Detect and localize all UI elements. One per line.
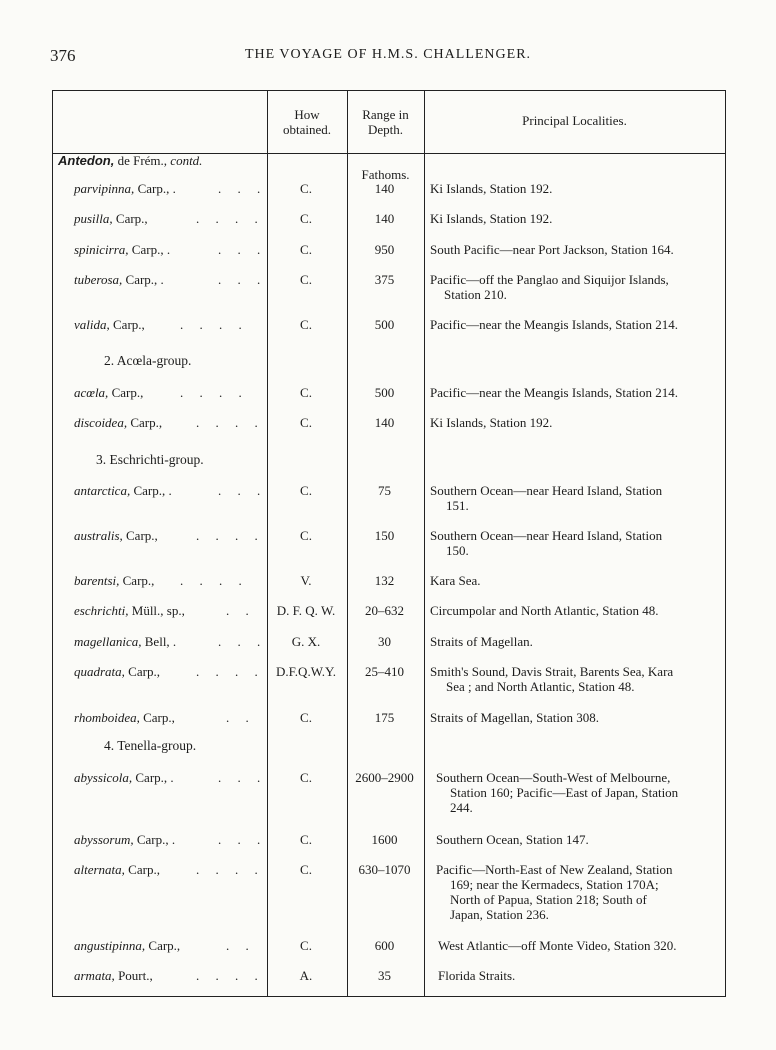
species-name: discoidea,	[74, 415, 128, 430]
species-name: acœla,	[74, 385, 109, 400]
locality-line: Smith's Sound, Davis Strait, Barents Sea, Kara	[430, 664, 674, 679]
localities	[430, 664, 673, 694]
header-range-line: Depth.	[367, 122, 404, 137]
locality-line: Station 160; Pacific—East of Japan, Station	[450, 785, 679, 800]
group-label: 3. Eschrichti-group.	[96, 452, 204, 467]
depth: 600	[374, 938, 395, 953]
how-obtained: D.F.Q.W.Y.	[275, 664, 336, 679]
table-row	[74, 181, 176, 196]
locality-line: Southern Ocean, Station 147.	[436, 832, 589, 847]
how-obtained: C.	[300, 317, 312, 332]
localities	[430, 317, 678, 332]
header-localities: Principal Localities.	[522, 113, 627, 128]
species-name: antarctica,	[74, 483, 131, 498]
species-author: Carp., .	[135, 770, 174, 785]
genus-name: Antedon,	[58, 153, 115, 168]
depth: 75	[378, 483, 391, 498]
locality-line: Pacific—North-East of New Zealand, Station	[436, 862, 673, 877]
locality-line: Sea ; and North Atlantic, Station 48.	[446, 679, 635, 694]
table-row	[74, 272, 164, 287]
header-how-obtained	[267, 107, 347, 137]
species-author: Carp.,	[130, 415, 163, 430]
species-name: valida,	[74, 317, 110, 332]
locality-line: Circumpolar and North Atlantic, Station 48.	[430, 603, 659, 618]
locality-line: 151.	[446, 498, 469, 513]
locality-line: Kara Sea.	[430, 573, 481, 588]
species-name: armata,	[74, 968, 115, 983]
species-name: australis,	[74, 528, 123, 543]
table-row	[74, 770, 174, 785]
localities	[430, 242, 674, 257]
leader-dots: . . . .	[196, 528, 258, 543]
species-author: Carp.,	[128, 862, 160, 877]
leader-dots: . .	[226, 938, 249, 953]
leader-dots: . . . .	[180, 317, 242, 332]
how-obtained: V.	[300, 573, 312, 588]
species-name: barentsi,	[74, 573, 120, 588]
table-row	[74, 968, 153, 983]
table-row	[74, 528, 158, 543]
leader-dots: . . .	[218, 634, 261, 649]
species-name: quadrata,	[74, 664, 125, 679]
localities	[438, 938, 677, 953]
table-row	[74, 832, 175, 847]
leader-dots: . . .	[218, 181, 261, 196]
genus-contd: contd.	[170, 153, 203, 168]
leader-dots: . . . .	[180, 385, 242, 400]
locality-line: Southern Ocean—near Heard Island, Station	[430, 528, 663, 543]
depth: 140	[374, 415, 395, 430]
species-author: Carp.,	[113, 317, 145, 332]
leader-dots: . . . .	[196, 415, 258, 430]
table-row	[74, 664, 160, 679]
species-author: Carp., .	[133, 483, 172, 498]
how-obtained: C.	[300, 770, 312, 785]
table-row	[74, 573, 154, 588]
species-name: pusilla,	[74, 211, 113, 226]
column-rule	[424, 91, 425, 996]
locality-line: South Pacific—near Port Jackson, Station 164.	[430, 242, 674, 257]
depth: 150	[374, 528, 395, 543]
how-obtained: C.	[300, 938, 312, 953]
species-name: tuberosa,	[74, 272, 123, 287]
species-author: Carp.,	[115, 211, 148, 226]
how-obtained: C.	[300, 272, 312, 287]
leader-dots: . .	[226, 603, 249, 618]
depth: 140	[374, 211, 395, 226]
table-row	[74, 634, 176, 649]
species-author: Bell, .	[144, 634, 177, 649]
locality-line: Southern Ocean—near Heard Island, Station	[430, 483, 663, 498]
localities	[430, 710, 599, 725]
localities	[430, 634, 533, 649]
how-obtained: D. F. Q. W.	[276, 603, 336, 618]
leader-dots: . . . .	[196, 211, 258, 226]
locality-line: Straits of Magellan, Station 308.	[430, 710, 599, 725]
localities	[430, 272, 669, 302]
locality-line: Pacific—near the Meangis Islands, Station 214.	[430, 385, 679, 400]
header-range-line: Range in	[362, 107, 409, 122]
depth: 500	[374, 385, 395, 400]
leader-dots: . . .	[218, 272, 261, 287]
how-obtained: G. X.	[291, 634, 321, 649]
leader-dots: . . .	[218, 483, 261, 498]
table-row	[74, 211, 148, 226]
localities	[430, 528, 662, 558]
species-author: Carp., .	[125, 272, 164, 287]
locality-line: West Atlantic—off Monte Video, Station 320.	[438, 938, 677, 953]
leader-dots: . . . .	[196, 664, 258, 679]
species-author: Carp., .	[131, 242, 171, 257]
species-author: Carp.,	[148, 938, 181, 953]
locality-line: 244.	[450, 800, 473, 815]
how-obtained: C.	[300, 385, 312, 400]
leader-dots: . . .	[218, 242, 261, 257]
species-author: Carp.,	[111, 385, 144, 400]
leader-dots: . .	[226, 710, 249, 725]
locality-line: Ki Islands, Station 192.	[430, 211, 553, 226]
depth: 35	[378, 968, 391, 983]
localities	[430, 573, 481, 588]
locality-line: Ki Islands, Station 192.	[430, 181, 553, 196]
species-author: Müll., sp.,	[131, 603, 185, 618]
localities	[436, 770, 678, 815]
locality-line: Pacific—near the Meangis Islands, Station 214.	[430, 317, 679, 332]
how-obtained: C.	[300, 483, 312, 498]
localities	[436, 832, 589, 847]
how-obtained: C.	[300, 181, 312, 196]
table-row	[74, 710, 175, 725]
group-label: 4. Tenella-group.	[104, 738, 197, 753]
depth: 630–1070	[358, 862, 411, 877]
localities	[436, 862, 672, 922]
species-author: Carp.,	[122, 573, 155, 588]
table-row	[74, 317, 145, 332]
locality-line: North of Papua, Station 218; South of	[450, 892, 647, 907]
genus-author: de Frém.,	[117, 153, 168, 168]
genus-heading	[58, 153, 202, 168]
species-author: Carp.,	[126, 528, 158, 543]
table-row	[74, 483, 172, 498]
group-label: 2. Acœla-group.	[104, 353, 192, 368]
depth: 1600	[371, 832, 398, 847]
depth: 175	[374, 710, 395, 725]
locality-line: Straits of Magellan.	[430, 634, 533, 649]
leader-dots: . . .	[218, 770, 261, 785]
depth: 132	[374, 573, 395, 588]
localities	[430, 415, 552, 430]
species-name: parvipinna,	[74, 181, 135, 196]
header-how-line: obtained.	[282, 122, 331, 137]
species-author: Carp., .	[136, 832, 176, 847]
species-name: alternata,	[74, 862, 125, 877]
depth: 950	[374, 242, 395, 257]
header-range	[347, 107, 424, 137]
depth: 30	[378, 634, 391, 649]
locality-line: Japan, Station 236.	[450, 907, 549, 922]
how-obtained: C.	[300, 242, 312, 257]
localities	[438, 968, 515, 983]
table-row	[74, 938, 180, 953]
locality-line: Pacific—off the Panglao and Siquijor Islands,	[430, 272, 669, 287]
localities	[430, 385, 678, 400]
localities	[430, 603, 659, 618]
species-name: abyssorum,	[74, 832, 134, 847]
leader-dots: . . . .	[196, 862, 258, 877]
how-obtained: C.	[300, 415, 312, 430]
leader-dots: . . . .	[196, 968, 258, 983]
species-author: Carp.,	[143, 710, 175, 725]
species-name: rhomboidea,	[74, 710, 140, 725]
page-number: 376	[50, 46, 76, 65]
locality-line: Florida Straits.	[438, 968, 516, 983]
how-obtained: C.	[300, 211, 312, 226]
species-name: magellanica,	[74, 634, 142, 649]
leader-dots: . . . .	[180, 573, 242, 588]
how-obtained: C.	[300, 862, 312, 877]
fathoms-label: Fathoms.	[361, 167, 410, 182]
locality-line: 169; near the Kermadecs, Station 170A;	[450, 877, 659, 892]
depth: 140	[374, 181, 395, 196]
depth: 375	[374, 272, 395, 287]
depth: 20–632	[365, 603, 404, 618]
how-obtained: C.	[300, 832, 312, 847]
table-row	[74, 415, 162, 430]
how-obtained: C.	[300, 710, 312, 725]
how-obtained: C.	[300, 528, 312, 543]
species-author: Pourt.,	[118, 968, 153, 983]
depth: 2600–2900	[355, 770, 414, 785]
locality-line: Southern Ocean—South-West of Melbourne,	[436, 770, 671, 785]
species-name: eschrichti,	[74, 603, 129, 618]
header-how-line: How	[294, 107, 320, 122]
depth: 25–410	[365, 664, 404, 679]
species-name: angustipinna,	[74, 938, 146, 953]
localities	[430, 211, 552, 226]
locality-line: Station 210.	[444, 287, 507, 302]
depth: 500	[374, 317, 395, 332]
species-author: Carp.,	[128, 664, 160, 679]
how-obtained: A.	[299, 968, 313, 983]
locality-line: Ki Islands, Station 192.	[430, 415, 553, 430]
species-name: abyssicola,	[74, 770, 133, 785]
leader-dots: . . .	[218, 832, 261, 847]
table-row	[74, 603, 185, 618]
species-name: spinicirra,	[74, 242, 129, 257]
table-row	[74, 385, 143, 400]
running-head: THE VOYAGE OF H.M.S. CHALLENGER.	[244, 47, 532, 62]
table-row	[74, 242, 170, 257]
species-author: Carp., .	[137, 181, 176, 196]
localities	[430, 483, 662, 513]
locality-line: 150.	[446, 543, 469, 558]
table-row	[74, 862, 160, 877]
localities	[430, 181, 552, 196]
